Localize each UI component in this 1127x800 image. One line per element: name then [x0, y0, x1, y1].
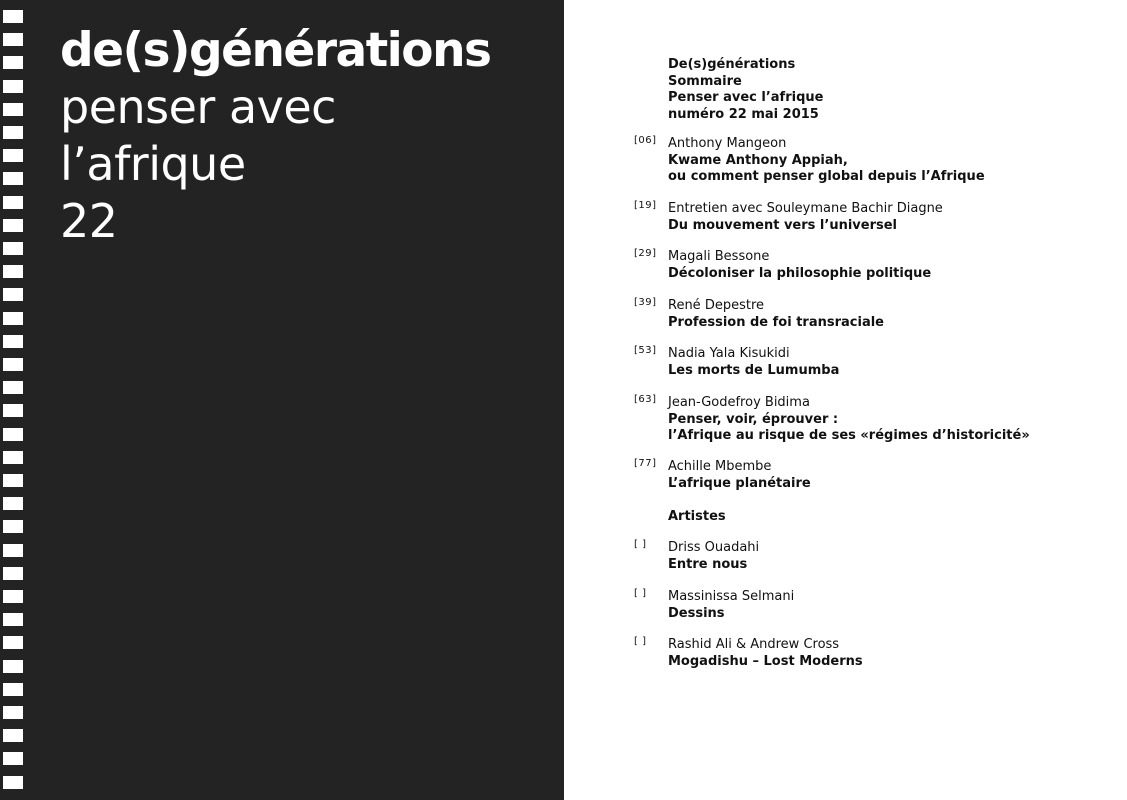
- toc-entry-artist[interactable]: [634, 589, 1114, 622]
- toc-author: Nadia Yala Kisukidi: [668, 346, 790, 361]
- masthead: [668, 57, 823, 123]
- toc-title: Décoloniser la philosophie politique: [668, 265, 932, 281]
- binding-hole: [3, 242, 23, 255]
- toc-page-number: [39]: [634, 297, 657, 308]
- toc-entry[interactable]: [634, 459, 1114, 492]
- binding-hole: [3, 10, 23, 23]
- toc-entry[interactable]: [634, 201, 1114, 234]
- toc-title: Du mouvement vers l’universel: [668, 217, 897, 233]
- toc-title: ou comment penser global depuis l’Afrique: [668, 169, 985, 184]
- binding-hole: [3, 149, 23, 162]
- binding-hole: [3, 56, 23, 69]
- binding-hole: [3, 80, 23, 93]
- toc-title: Les morts de Lumumba: [668, 362, 840, 378]
- toc-author: Entretien avec Souleymane Bachir Diagne: [668, 201, 943, 216]
- toc-page-number: [ ]: [634, 539, 647, 550]
- toc-page-number: [ ]: [634, 588, 647, 599]
- toc-entry[interactable]: [634, 346, 1114, 379]
- toc-author: Rashid Ali & Andrew Cross: [668, 637, 840, 652]
- artists-heading: Artistes: [668, 509, 726, 524]
- binding-hole: [3, 103, 23, 116]
- binding-hole: [3, 219, 23, 232]
- binding-hole: [3, 428, 23, 441]
- binding-hole: [3, 126, 23, 139]
- binding-hole: [3, 683, 23, 696]
- binding-hole: [3, 706, 23, 719]
- binding-hole: [3, 358, 23, 371]
- binding-hole: [3, 33, 23, 46]
- toc-title: Kwame Anthony Appiah,: [668, 152, 848, 168]
- toc-page-number: [ ]: [634, 636, 647, 647]
- binding-hole: [3, 381, 23, 394]
- masthead-theme: Penser avec l’afrique: [668, 90, 824, 105]
- spiral-binding: [3, 0, 23, 800]
- masthead-title: De(s)générations: [668, 57, 796, 72]
- toc-page-number: [06]: [634, 135, 657, 146]
- toc-entry-artist[interactable]: [634, 540, 1114, 573]
- toc-title: Dessins: [668, 605, 725, 621]
- masthead-label: Sommaire: [668, 73, 742, 89]
- toc-author: Driss Ouadahi: [668, 540, 760, 555]
- binding-hole: [3, 636, 23, 649]
- cover-brand: de(s)générations: [60, 23, 491, 78]
- binding-hole: [3, 451, 23, 464]
- toc-author: Jean-Godefroy Bidima: [668, 395, 810, 410]
- toc-title: Profession de foi transraciale: [668, 314, 884, 330]
- toc-author: Magali Bessone: [668, 249, 770, 264]
- toc-title: Entre nous: [668, 556, 748, 572]
- toc-title: L’afrique planétaire: [668, 475, 811, 491]
- binding-hole: [3, 613, 23, 626]
- toc-title: l’Afrique au risque de ses «régimes d’historicité»: [668, 428, 1030, 443]
- contents-page: [564, 0, 1127, 800]
- binding-hole: [3, 567, 23, 580]
- binding-hole: [3, 335, 23, 348]
- toc-author: René Depestre: [668, 298, 765, 313]
- binding-hole: [3, 590, 23, 603]
- binding-hole: [3, 312, 23, 325]
- toc-title: Mogadishu – Lost Moderns: [668, 653, 863, 669]
- binding-hole: [3, 172, 23, 185]
- toc-page-number: [19]: [634, 200, 657, 211]
- toc-page-number: [77]: [634, 458, 657, 469]
- toc-entry[interactable]: [634, 395, 1114, 445]
- binding-hole: [3, 196, 23, 209]
- toc-title: Penser, voir, éprouver :: [668, 411, 839, 427]
- toc-author: Massinissa Selmani: [668, 589, 795, 604]
- cover-subtitle-line-2: l’afrique: [60, 137, 246, 191]
- cover-issue-number: 22: [60, 194, 118, 248]
- binding-hole: [3, 288, 23, 301]
- binding-hole: [3, 520, 23, 533]
- cover-title: [60, 22, 491, 250]
- toc-entry[interactable]: [634, 249, 1114, 282]
- toc-page-number: [63]: [634, 394, 657, 405]
- toc-entry[interactable]: [634, 298, 1114, 331]
- toc-author: Anthony Mangeon: [668, 136, 787, 151]
- binding-hole: [3, 729, 23, 742]
- toc-entry[interactable]: [634, 136, 1114, 186]
- toc-page-number: [53]: [634, 345, 657, 356]
- toc-entry-artist[interactable]: [634, 637, 1114, 670]
- cover-subtitle-line-1: penser avec: [60, 80, 336, 134]
- binding-hole: [3, 474, 23, 487]
- toc-page-number: [29]: [634, 248, 657, 259]
- binding-hole: [3, 660, 23, 673]
- masthead-issue: numéro 22 mai 2015: [668, 106, 819, 122]
- binding-hole: [3, 497, 23, 510]
- binding-hole: [3, 404, 23, 417]
- binding-hole: [3, 544, 23, 557]
- toc-author: Achille Mbembe: [668, 459, 772, 474]
- binding-hole: [3, 752, 23, 765]
- binding-hole: [3, 265, 23, 278]
- binding-hole: [3, 776, 23, 789]
